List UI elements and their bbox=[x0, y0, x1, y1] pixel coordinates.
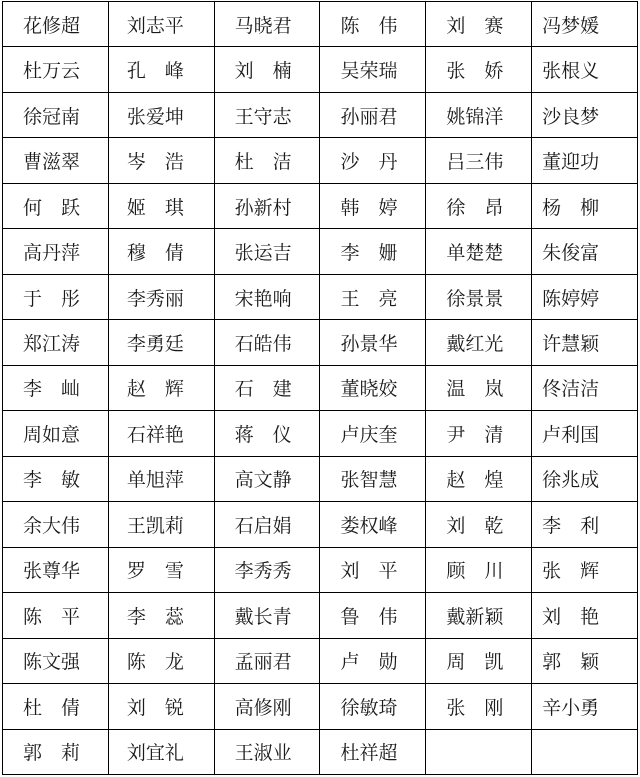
name-cell: 余大伟 bbox=[3, 502, 109, 547]
name-cell: 李秀丽 bbox=[108, 274, 214, 319]
name-cell: 于 彤 bbox=[3, 274, 109, 319]
name-cell: 吴荣瑞 bbox=[320, 47, 426, 92]
name-cell: 张 辉 bbox=[532, 547, 638, 592]
table-row bbox=[3, 183, 638, 228]
name-cell: 石祥艳 bbox=[108, 411, 214, 456]
name-cell: 张 娇 bbox=[426, 47, 532, 92]
table-row bbox=[3, 411, 638, 456]
name-cell: 姚锦洋 bbox=[426, 92, 532, 137]
name-cell: 刘 平 bbox=[320, 547, 426, 592]
table-row bbox=[3, 729, 638, 775]
name-cell: 朱俊富 bbox=[532, 229, 638, 274]
name-cell: 何 跃 bbox=[3, 183, 109, 228]
name-cell: 尹 清 bbox=[426, 411, 532, 456]
name-cell: 卢庆奎 bbox=[320, 411, 426, 456]
name-cell: 陈婷婷 bbox=[532, 274, 638, 319]
name-cell: 戴新颖 bbox=[426, 593, 532, 638]
name-cell: 张 刚 bbox=[426, 684, 532, 729]
name-cell: 曹滋翠 bbox=[3, 138, 109, 183]
name-cell: 韩 婷 bbox=[320, 183, 426, 228]
name-cell: 李 姗 bbox=[320, 229, 426, 274]
name-cell: 徐兆成 bbox=[532, 456, 638, 501]
name-cell: 花修超 bbox=[3, 2, 109, 47]
name-cell: 陈文强 bbox=[3, 638, 109, 683]
name-cell: 许慧颖 bbox=[532, 320, 638, 365]
name-cell: 李 敏 bbox=[3, 456, 109, 501]
name-cell bbox=[426, 729, 532, 775]
table-row bbox=[3, 47, 638, 92]
name-cell: 温 岚 bbox=[426, 365, 532, 410]
name-cell: 刘 艳 bbox=[532, 593, 638, 638]
name-cell: 马晓君 bbox=[214, 2, 320, 47]
table-row bbox=[3, 684, 638, 729]
name-cell: 戴长青 bbox=[214, 593, 320, 638]
name-cell: 郑江涛 bbox=[3, 320, 109, 365]
name-cell: 刘志平 bbox=[108, 2, 214, 47]
table-row bbox=[3, 320, 638, 365]
table-row bbox=[3, 456, 638, 501]
name-cell: 王淑业 bbox=[214, 729, 320, 775]
table-row bbox=[3, 229, 638, 274]
name-cell: 孙新村 bbox=[214, 183, 320, 228]
name-list-body bbox=[3, 2, 638, 775]
name-cell: 孔 峰 bbox=[108, 47, 214, 92]
name-cell: 孙景华 bbox=[320, 320, 426, 365]
name-cell: 高文静 bbox=[214, 456, 320, 501]
name-cell: 罗 雪 bbox=[108, 547, 214, 592]
name-cell: 陈 龙 bbox=[108, 638, 214, 683]
name-cell: 杨 柳 bbox=[532, 183, 638, 228]
table-row bbox=[3, 2, 638, 47]
name-cell: 杜万云 bbox=[3, 47, 109, 92]
name-cell: 李勇廷 bbox=[108, 320, 214, 365]
name-cell: 杜 洁 bbox=[214, 138, 320, 183]
name-cell: 董晓姣 bbox=[320, 365, 426, 410]
name-cell: 石启娟 bbox=[214, 502, 320, 547]
name-cell: 石 建 bbox=[214, 365, 320, 410]
name-cell bbox=[532, 729, 638, 775]
name-cell: 董迎功 bbox=[532, 138, 638, 183]
name-cell: 徐 昂 bbox=[426, 183, 532, 228]
name-cell: 沙良梦 bbox=[532, 92, 638, 137]
name-cell: 穆 倩 bbox=[108, 229, 214, 274]
name-cell: 杜 倩 bbox=[3, 684, 109, 729]
name-cell: 张爱坤 bbox=[108, 92, 214, 137]
name-cell: 周 凯 bbox=[426, 638, 532, 683]
name-cell: 徐景景 bbox=[426, 274, 532, 319]
table-row bbox=[3, 365, 638, 410]
name-cell: 郭 颖 bbox=[532, 638, 638, 683]
name-cell: 高修刚 bbox=[214, 684, 320, 729]
name-cell: 顾 川 bbox=[426, 547, 532, 592]
name-cell: 娄权峰 bbox=[320, 502, 426, 547]
table-row bbox=[3, 547, 638, 592]
name-cell: 张运吉 bbox=[214, 229, 320, 274]
name-cell: 徐敏琦 bbox=[320, 684, 426, 729]
name-cell: 刘宜礼 bbox=[108, 729, 214, 775]
name-cell: 吕三伟 bbox=[426, 138, 532, 183]
table-row bbox=[3, 502, 638, 547]
name-cell: 杜祥超 bbox=[320, 729, 426, 775]
name-cell: 郭 莉 bbox=[3, 729, 109, 775]
name-cell: 赵 辉 bbox=[108, 365, 214, 410]
name-cell: 姬 琪 bbox=[108, 183, 214, 228]
name-cell: 单楚楚 bbox=[426, 229, 532, 274]
name-cell: 沙 丹 bbox=[320, 138, 426, 183]
name-cell: 刘 乾 bbox=[426, 502, 532, 547]
name-cell: 张智慧 bbox=[320, 456, 426, 501]
name-cell: 佟洁洁 bbox=[532, 365, 638, 410]
name-cell: 冯梦媛 bbox=[532, 2, 638, 47]
name-cell: 岑 浩 bbox=[108, 138, 214, 183]
name-cell: 周如意 bbox=[3, 411, 109, 456]
table-row bbox=[3, 92, 638, 137]
name-cell: 辛小勇 bbox=[532, 684, 638, 729]
name-cell: 陈 伟 bbox=[320, 2, 426, 47]
name-cell: 徐冠南 bbox=[3, 92, 109, 137]
name-cell: 王守志 bbox=[214, 92, 320, 137]
name-cell: 刘 赛 bbox=[426, 2, 532, 47]
name-cell: 李 蕊 bbox=[108, 593, 214, 638]
name-cell: 单旭萍 bbox=[108, 456, 214, 501]
table-row bbox=[3, 638, 638, 683]
name-cell: 宋艳响 bbox=[214, 274, 320, 319]
name-cell: 孟丽君 bbox=[214, 638, 320, 683]
name-cell: 赵 煌 bbox=[426, 456, 532, 501]
table-row bbox=[3, 593, 638, 638]
name-cell: 戴红光 bbox=[426, 320, 532, 365]
name-cell: 卢利国 bbox=[532, 411, 638, 456]
name-cell: 鲁 伟 bbox=[320, 593, 426, 638]
name-cell: 张根义 bbox=[532, 47, 638, 92]
name-cell: 王凯莉 bbox=[108, 502, 214, 547]
name-cell: 张尊华 bbox=[3, 547, 109, 592]
name-cell: 卢 勋 bbox=[320, 638, 426, 683]
name-cell: 李 利 bbox=[532, 502, 638, 547]
name-cell: 刘 锐 bbox=[108, 684, 214, 729]
name-cell: 李 屾 bbox=[3, 365, 109, 410]
name-cell: 蒋 仪 bbox=[214, 411, 320, 456]
name-cell: 李秀秀 bbox=[214, 547, 320, 592]
name-cell: 王 亮 bbox=[320, 274, 426, 319]
table-row bbox=[3, 138, 638, 183]
name-list-table bbox=[2, 1, 638, 775]
name-cell: 石皓伟 bbox=[214, 320, 320, 365]
name-cell: 高丹萍 bbox=[3, 229, 109, 274]
name-cell: 刘 楠 bbox=[214, 47, 320, 92]
name-cell: 陈 平 bbox=[3, 593, 109, 638]
name-cell: 孙丽君 bbox=[320, 92, 426, 137]
table-row bbox=[3, 274, 638, 319]
